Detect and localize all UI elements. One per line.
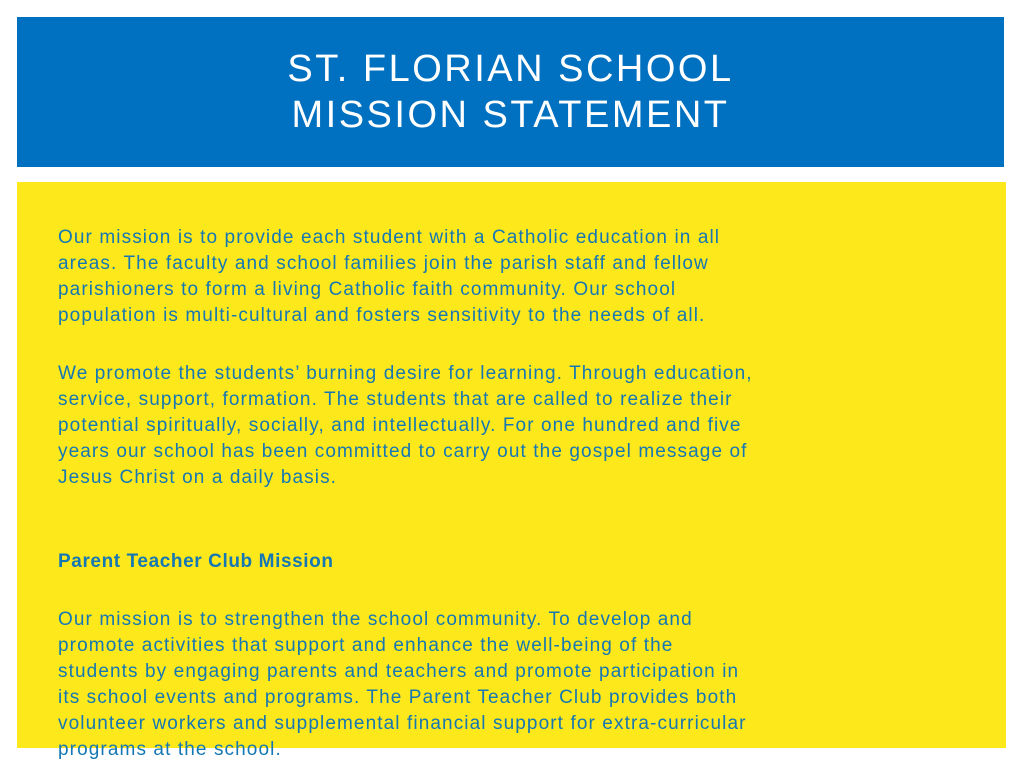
title-line-2: MISSION STATEMENT [291,94,730,136]
school-mission-paragraph-2: We promote the students’ burning desire for learning. Through education, service, support, formation. The students that are called to realize their potential spiritually, socially, and intellectually. For one hundred and five years our school has been committed to carry out the gospel message of Jesus Christ on a daily basis. [58,363,753,488]
title-banner [17,17,1004,167]
ptc-mission-heading: Parent Teacher Club Mission [58,551,334,572]
school-mission-paragraph-1: Our mission is to provide each student with a Catholic education in all areas. The faculty and school families join the parish staff and fellow parishioners to form a living Catholic faith community. Our school population is multi-cultural and fosters sensitivity to the needs of all. [58,227,721,326]
content-panel [17,182,1006,760]
slide-title [287,46,733,138]
ptc-mission-paragraph: Our mission is to strengthen the school community. To develop and promote activities that support and enhance the well-being of the students by engaging parents and teachers and promote participation in its school events and programs. The Parent Teacher Club provides both volunteer workers and supplemental financial support for extra-curricular programs at the school. [58,609,747,760]
title-line-1: ST. FLORIAN SCHOOL [287,48,734,90]
body-text [58,199,983,768]
